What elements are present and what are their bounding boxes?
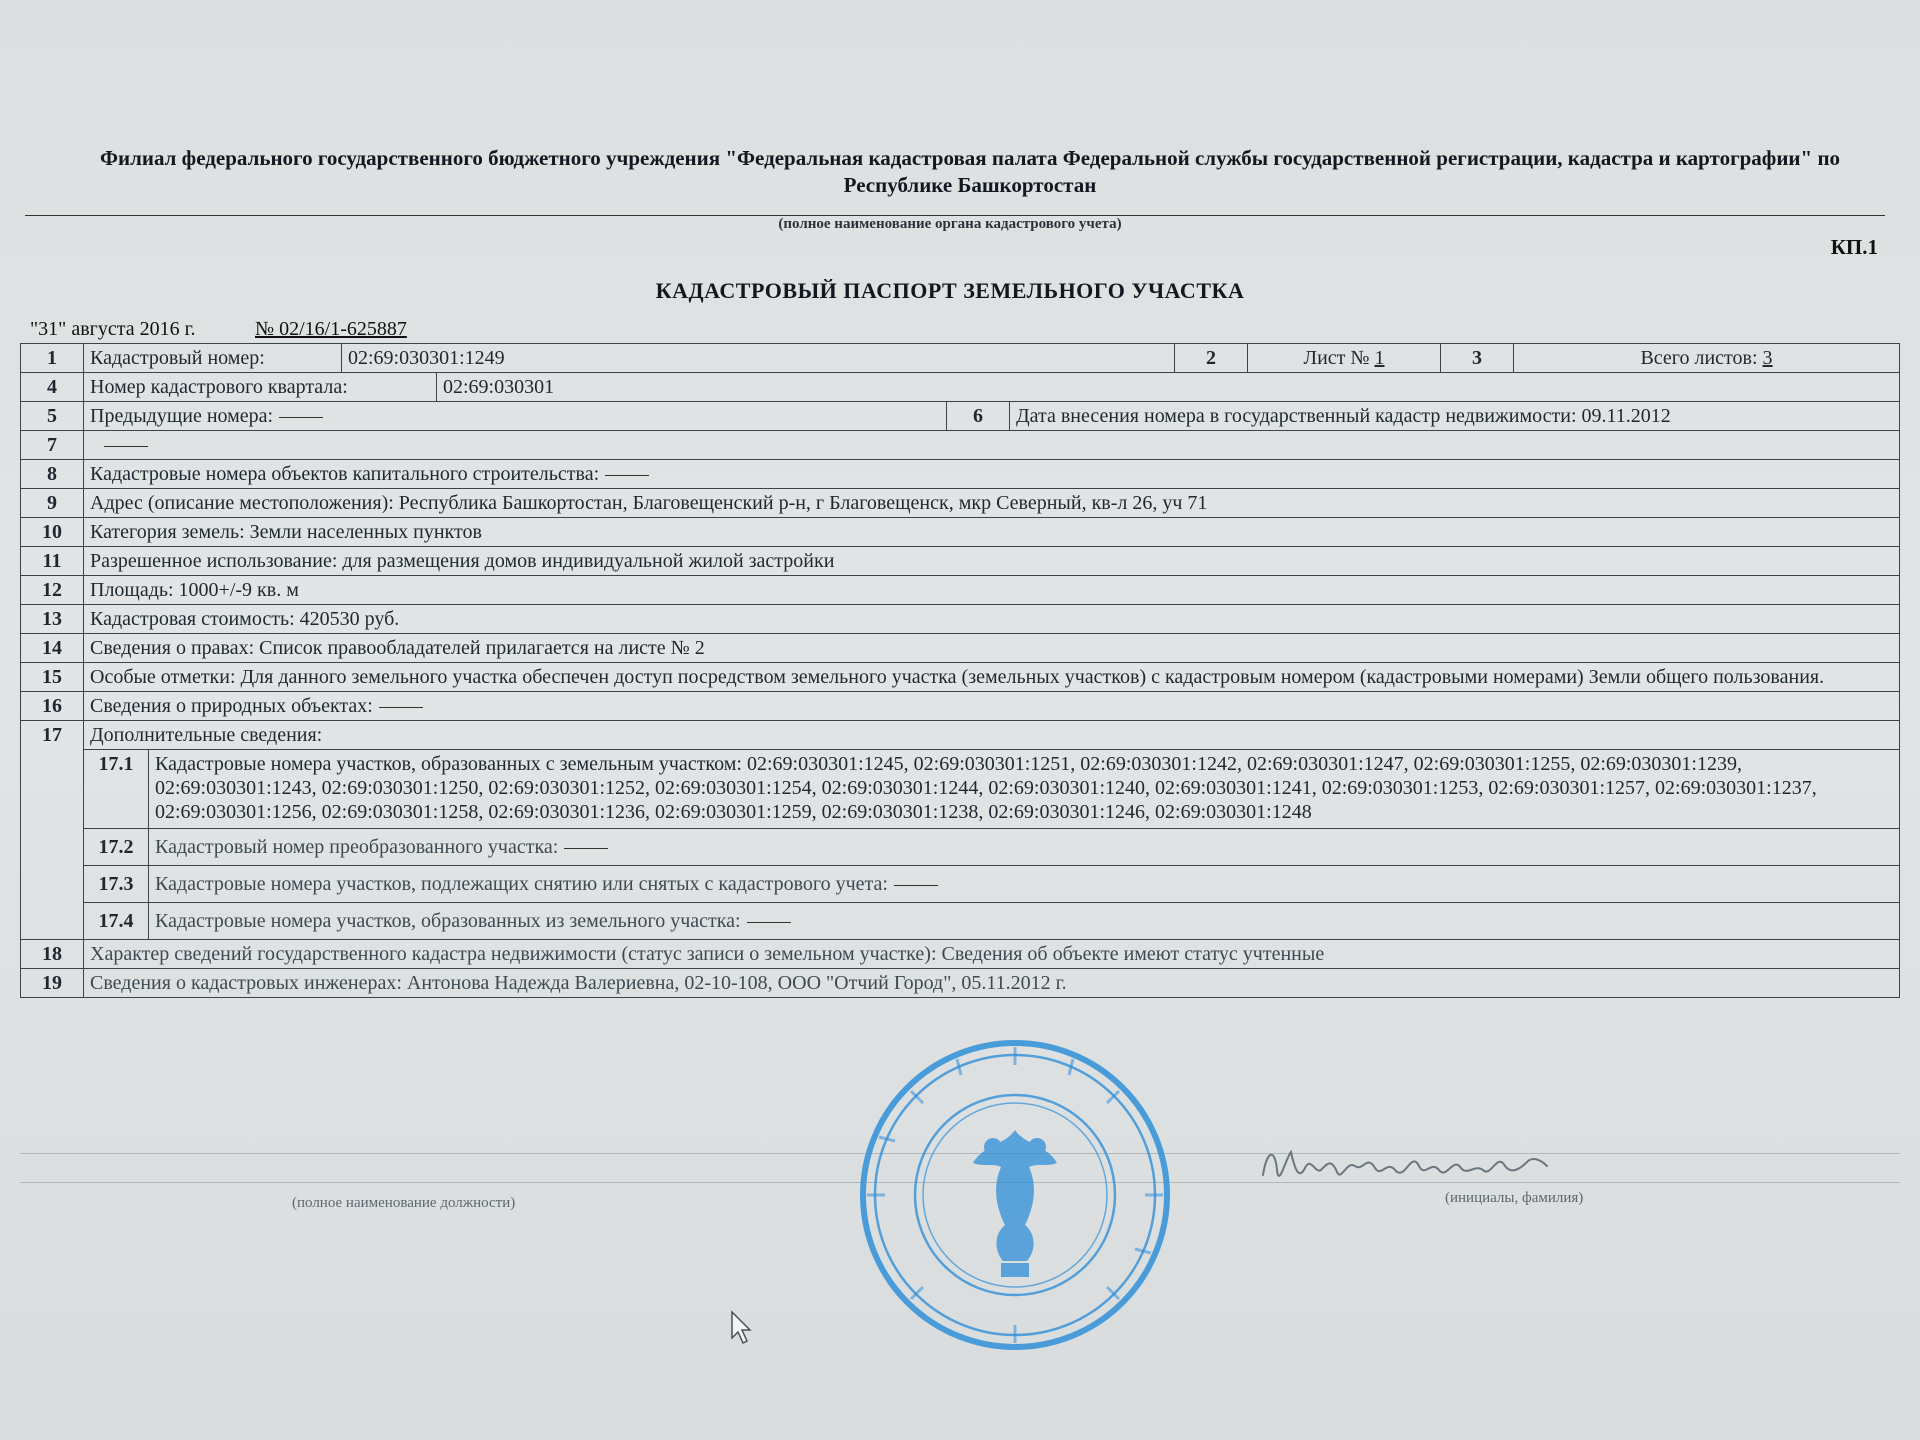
permitted-use: Разрешенное использование: для размещения домов индивидуальной жилой застройки <box>84 547 1900 576</box>
row-number: 4 <box>21 373 84 402</box>
rights-info: Сведения о правах: Список правообладателей прилагается на листе № 2 <box>84 634 1900 663</box>
row-label: Всего листов: <box>1640 347 1758 369</box>
row-content <box>84 431 1900 460</box>
row-number: 17 <box>21 721 84 940</box>
position-caption: (полное наименование должности) <box>292 1195 516 1211</box>
organization-name: Филиал федерального государственного бюджетного учреждения "Федеральная кадастровая палата Федеральной службы государственной регистрации, кадастра и картографии" по Республике Башкортостан <box>99 146 1841 197</box>
row-label: Номер кадастрового квартала: <box>84 373 437 401</box>
special-notes: Особые отметки: Для данного земельного участка обеспечен доступ посредством земельного участка (земельных участков) с кадастровым номером (кадастровыми номерами) Земли общего пользования. <box>84 663 1900 692</box>
table-row <box>21 489 1900 518</box>
converted-parcel <box>149 829 1900 865</box>
row-label: Кадастровый номер преобразованного участка: <box>155 836 559 858</box>
row-number: 17.3 <box>84 866 149 902</box>
row-label: Кадастровые номера объектов капитального строительства: <box>90 463 600 485</box>
empty-dash <box>894 885 938 886</box>
row-content <box>84 402 1900 431</box>
row-label: Кадастровые номера участков, образованных из земельного участка: <box>155 910 741 932</box>
row-number: 1 <box>21 344 84 373</box>
row-number: 5 <box>21 402 84 431</box>
address: Адрес (описание местоположения): Республика Башкортостан, Благовещенский р-н, г Благовещенск, мкр Северный, кв-л 26, уч 71 <box>84 489 1900 518</box>
row-label: Кадастровый номер: <box>84 344 342 373</box>
row-number: 17.4 <box>84 903 149 939</box>
row-number: 2 <box>1175 344 1248 373</box>
table-row <box>21 829 1900 866</box>
total-sheets-cell <box>1514 344 1900 373</box>
table-row <box>21 402 1900 431</box>
row-number: 17.1 <box>84 750 149 828</box>
row-number: 15 <box>21 663 84 692</box>
cadastral-value: Кадастровая стоимость: 420530 руб. <box>84 605 1900 634</box>
row-number: 9 <box>21 489 84 518</box>
row-number: 7 <box>21 431 84 460</box>
table-row <box>21 576 1900 605</box>
row-content <box>84 692 1900 721</box>
empty-dash <box>564 848 608 849</box>
table-row <box>21 866 1900 903</box>
row-number: 6 <box>947 402 1010 430</box>
row-label: Предыдущие номера: <box>90 405 274 427</box>
row-number: 14 <box>21 634 84 663</box>
table-row <box>21 692 1900 721</box>
mouse-cursor-icon <box>730 1310 752 1346</box>
row-number: 17.2 <box>84 829 149 865</box>
sheet-number-cell <box>1248 344 1441 373</box>
row-number: 13 <box>21 605 84 634</box>
row-number: 19 <box>21 969 84 998</box>
record-status: Характер сведений государственного кадастра недвижимости (статус записи о земельном участке): Сведения об объекте имеют статус учтенные <box>84 940 1900 969</box>
row-number: 18 <box>21 940 84 969</box>
issue-date: "31" августа 2016 г. <box>30 318 196 340</box>
row-number: 12 <box>21 576 84 605</box>
table-row <box>21 969 1900 998</box>
cadastral-number: 02:69:030301:1249 <box>342 344 1175 373</box>
row-content <box>84 750 1900 829</box>
row-content <box>84 866 1900 903</box>
table-row <box>21 373 1900 402</box>
table-row <box>21 518 1900 547</box>
row-number: 10 <box>21 518 84 547</box>
row-label: Сведения о природных объектах: <box>90 695 373 717</box>
cadastral-engineer: Сведения о кадастровых инженерах: Антонова Надежда Валериевна, 02-10-108, ООО "Отчий Город", 05.11.2012 г. <box>84 969 1900 998</box>
additional-info-label: Дополнительные сведения: <box>84 721 1900 750</box>
formed-parcels-list: Кадастровые номера участков, образованных с земельным участком: 02:69:030301:1245, 02:69:030301:1251, 02:69:030301:1242, 02:69:030301:1247, 02:69:030301:1255, 02:69:030301:1239, 02:69:030301:1243, 02:69:030301:1250, 02:69:030301:1252, 02:69:030301:1254, 02:69:030301:1244, 02:69:030301:1240, 02:69:030301:1241, 02:69:030301:1253, 02:69:030301:1257, 02:69:030301:1237, 02:69:030301:1256, 02:69:030301:1258, 02:69:030301:1236, 02:69:030301:1259, 02:69:030301:1238, 02:69:030301:1246, 02:69:030301:1248 <box>155 753 1817 823</box>
signature-scribble <box>1255 1130 1555 1200</box>
removed-parcels <box>149 866 1900 902</box>
row-content <box>84 373 1900 402</box>
form-code: КП.1 <box>1830 235 1878 259</box>
organization-caption: (полное наименование органа кадастрового учета) <box>778 216 1122 232</box>
sheet-number: 1 <box>1374 347 1385 369</box>
row-number: 16 <box>21 692 84 721</box>
row-label: Лист № <box>1303 347 1370 369</box>
previous-numbers <box>84 402 947 430</box>
table-row <box>21 547 1900 576</box>
table-row <box>21 663 1900 692</box>
table-row <box>21 940 1900 969</box>
table-row <box>21 721 1900 750</box>
quarter-number: 02:69:030301 <box>443 376 555 398</box>
empty-dash <box>279 417 323 418</box>
name-caption: (инициалы, фамилия) <box>1445 1190 1584 1206</box>
table-row <box>21 634 1900 663</box>
derived-parcels <box>149 903 1900 939</box>
registration-date: Дата внесения номера в государственный кадастр недвижимости: 09.11.2012 <box>1016 405 1671 427</box>
empty-dash <box>379 707 423 708</box>
issue-number: № 02/16/1-625887 <box>255 318 407 340</box>
empty-dash <box>104 446 148 447</box>
cadastral-table <box>20 343 1900 998</box>
empty-dash <box>747 922 791 923</box>
area: Площадь: 1000+/-9 кв. м <box>84 576 1900 605</box>
table-row <box>21 605 1900 634</box>
land-category: Категория земель: Земли населенных пунктов <box>84 518 1900 547</box>
official-stamp <box>855 1035 1175 1355</box>
table-row <box>21 431 1900 460</box>
table-row <box>21 460 1900 489</box>
row-label: Кадастровые номера участков, подлежащих снятию или снятых с кадастрового учета: <box>155 873 888 895</box>
row-number: 8 <box>21 460 84 489</box>
total-sheets: 3 <box>1762 347 1773 369</box>
table-row <box>21 344 1900 373</box>
document-title: КАДАСТРОВЫЙ ПАСПОРТ ЗЕМЕЛЬНОГО УЧАСТКА <box>655 278 1245 303</box>
table-row <box>21 750 1900 829</box>
row-content <box>84 460 1900 489</box>
empty-dash <box>605 475 649 476</box>
row-content <box>84 903 1900 940</box>
row-number: 3 <box>1441 344 1514 373</box>
row-content <box>84 829 1900 866</box>
table-row <box>21 903 1900 940</box>
row-number: 11 <box>21 547 84 576</box>
